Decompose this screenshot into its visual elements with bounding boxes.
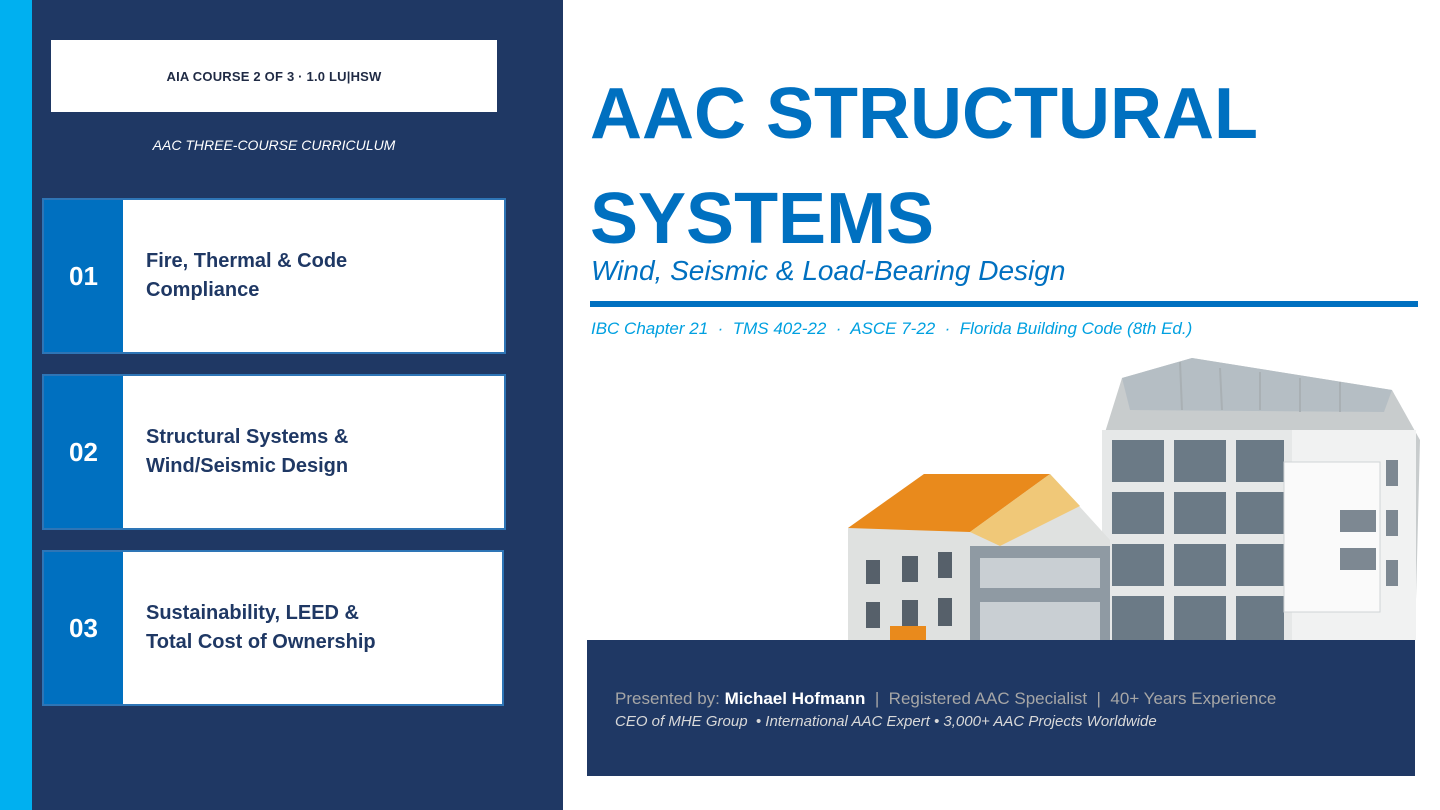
accent-strip (0, 0, 32, 810)
course-title: Sustainability, LEED & Total Cost of Ownership (146, 602, 376, 653)
title-line-1: AAC STRUCTURAL (590, 74, 1258, 154)
presenter-prefix: Presented by: (615, 689, 725, 708)
course-badge: AIA COURSE 2 OF 3 · 1.0 LU|HSW (51, 40, 497, 112)
course-card-1[interactable] (42, 198, 506, 354)
title-divider (590, 301, 1418, 307)
aac-building-illustration (840, 350, 1425, 642)
code-references: IBC Chapter 21 · TMS 402-22 · ASCE 7-22 · Florida Building Code (8th Ed.) (591, 319, 1193, 338)
page-title (590, 62, 1420, 272)
course-card-2[interactable] (42, 374, 506, 530)
course-card-3[interactable] (42, 550, 504, 706)
course-number: 02 (44, 376, 123, 528)
course-number: 03 (44, 552, 123, 704)
course-title: Fire, Thermal & Code Compliance (146, 250, 348, 301)
curriculum-label: AAC THREE-COURSE CURRICULUM (152, 137, 396, 153)
presenter-details: | Registered AAC Specialist | 40+ Years Experience (865, 689, 1277, 708)
presenter-line (615, 689, 1276, 709)
title-line-2: SYSTEMS (590, 179, 935, 259)
presenter-banner (587, 640, 1415, 776)
course-title: Structural Systems & Wind/Seismic Design (146, 426, 349, 477)
course-number: 01 (44, 200, 123, 352)
subtitle: Wind, Seismic & Load-Bearing Design (591, 255, 1066, 286)
presenter-bio: CEO of MHE Group • International AAC Expert • 3,000+ AAC Projects Worldwide (615, 713, 1157, 730)
presenter-name: Michael Hofmann (724, 689, 866, 708)
